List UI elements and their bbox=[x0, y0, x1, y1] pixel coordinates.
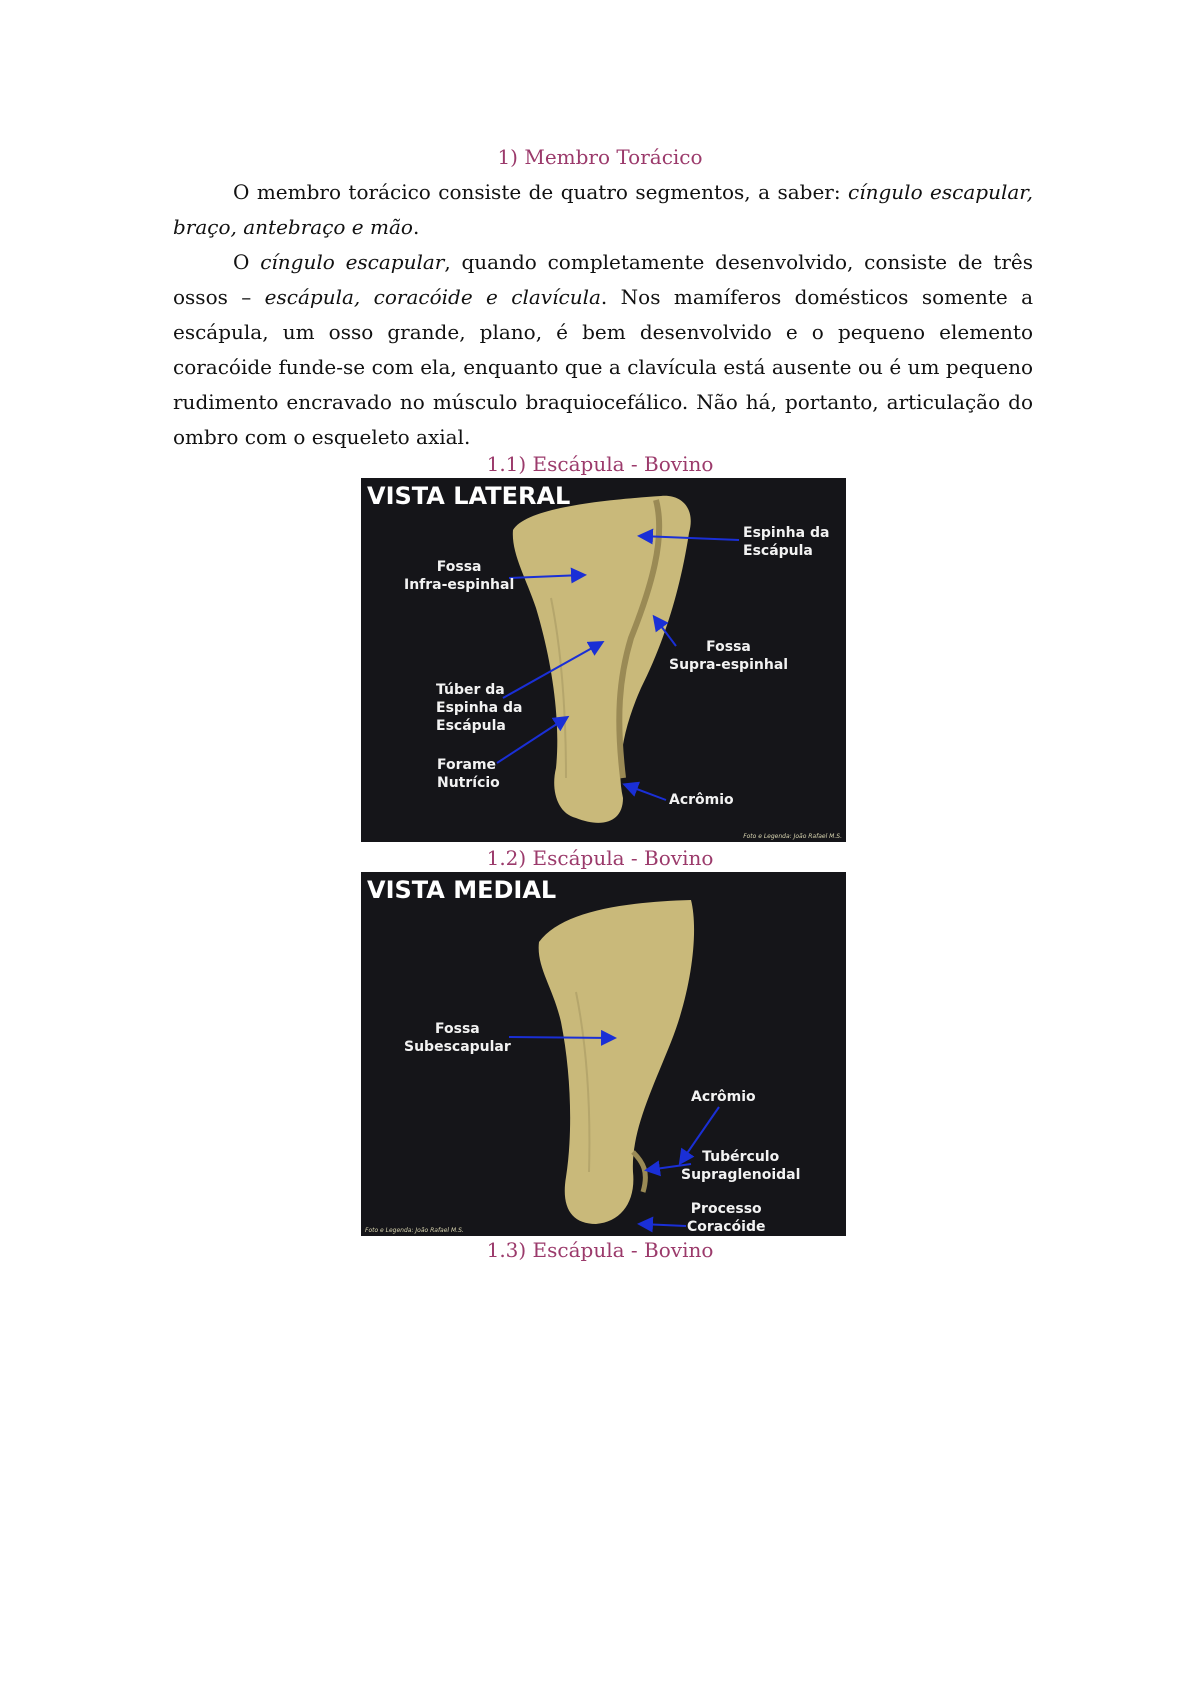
paragraph-end: . bbox=[412, 215, 420, 239]
scapula-bone bbox=[539, 900, 694, 1224]
paragraph-segments bbox=[173, 175, 1033, 245]
paragraph-text: , quando completamente desenvolvido, consiste de três ossos – bbox=[173, 250, 1033, 309]
label-tuber-espinha: Túber da Espinha da Escápula bbox=[436, 682, 523, 734]
paragraph-text: . Nos mamíferos domésticos somente a escápula, um osso grande, plano, é bem desenvolvido e o pequeno elemento coracóide funde-se com ela, enquanto que a clavícula está ausente ou é um pequeno rudimento encravado no músculo braquiocefálico. Não há, portanto, articulação do ombro com o esqueleto axial. bbox=[173, 285, 1034, 449]
figure-caption-1: 1.1) Escápula - Bovino bbox=[486, 452, 714, 476]
paragraph-text: O membro torácico consiste de quatro segmentos, a saber: bbox=[233, 180, 849, 204]
label-forame-nutricio: Forame Nutrício bbox=[437, 757, 500, 791]
view-title-medial: VISTA MEDIAL bbox=[367, 876, 557, 904]
label-fossa-infra-espinhal: Fossa Infra-espinhal bbox=[404, 559, 515, 593]
figure-medial-view bbox=[361, 872, 846, 1236]
scapula-bone bbox=[513, 496, 691, 823]
paragraph-text: O bbox=[233, 250, 261, 274]
paragraph-cingulo bbox=[173, 245, 1033, 455]
label-processo-coracoide: Processo Coracóide bbox=[687, 1201, 766, 1235]
arrow-subescapular bbox=[509, 1037, 613, 1038]
arrow-coracoide bbox=[641, 1224, 686, 1226]
paragraph-italic: escápula, coracóide e clavícula bbox=[264, 285, 601, 309]
paragraph-italic: cíngulo escapular bbox=[260, 250, 445, 274]
label-acromio: Acrômio bbox=[669, 792, 734, 808]
label-fossa-subescapular: Fossa Subescapular bbox=[404, 1021, 511, 1055]
arrow-acromio bbox=[626, 785, 666, 800]
figure-lateral-view bbox=[361, 478, 846, 842]
paragraph-italic: cíngulo escapular, braço, antebraço e mão bbox=[173, 180, 1033, 239]
label-fossa-supra-espinhal: Fossa Supra-espinhal bbox=[669, 639, 789, 673]
view-title-lateral: VISTA LATERAL bbox=[367, 482, 571, 510]
photo-credit: Foto e Legenda: João Rafael M.S. bbox=[743, 833, 842, 840]
figure-caption-3: 1.3) Escápula - Bovino bbox=[486, 1238, 714, 1262]
section-title: 1) Membro Torácico bbox=[497, 145, 703, 169]
label-espinha-escapula: Espinha da Escápula bbox=[743, 525, 830, 559]
figure-caption-2: 1.2) Escápula - Bovino bbox=[486, 846, 714, 870]
photo-credit: Foto e Legenda: João Rafael M.S. bbox=[365, 1227, 464, 1234]
label-tuberculo-supraglenoidal: Tubérculo Supraglenoidal bbox=[681, 1149, 801, 1183]
label-acromio-medial: Acrômio bbox=[691, 1089, 756, 1105]
